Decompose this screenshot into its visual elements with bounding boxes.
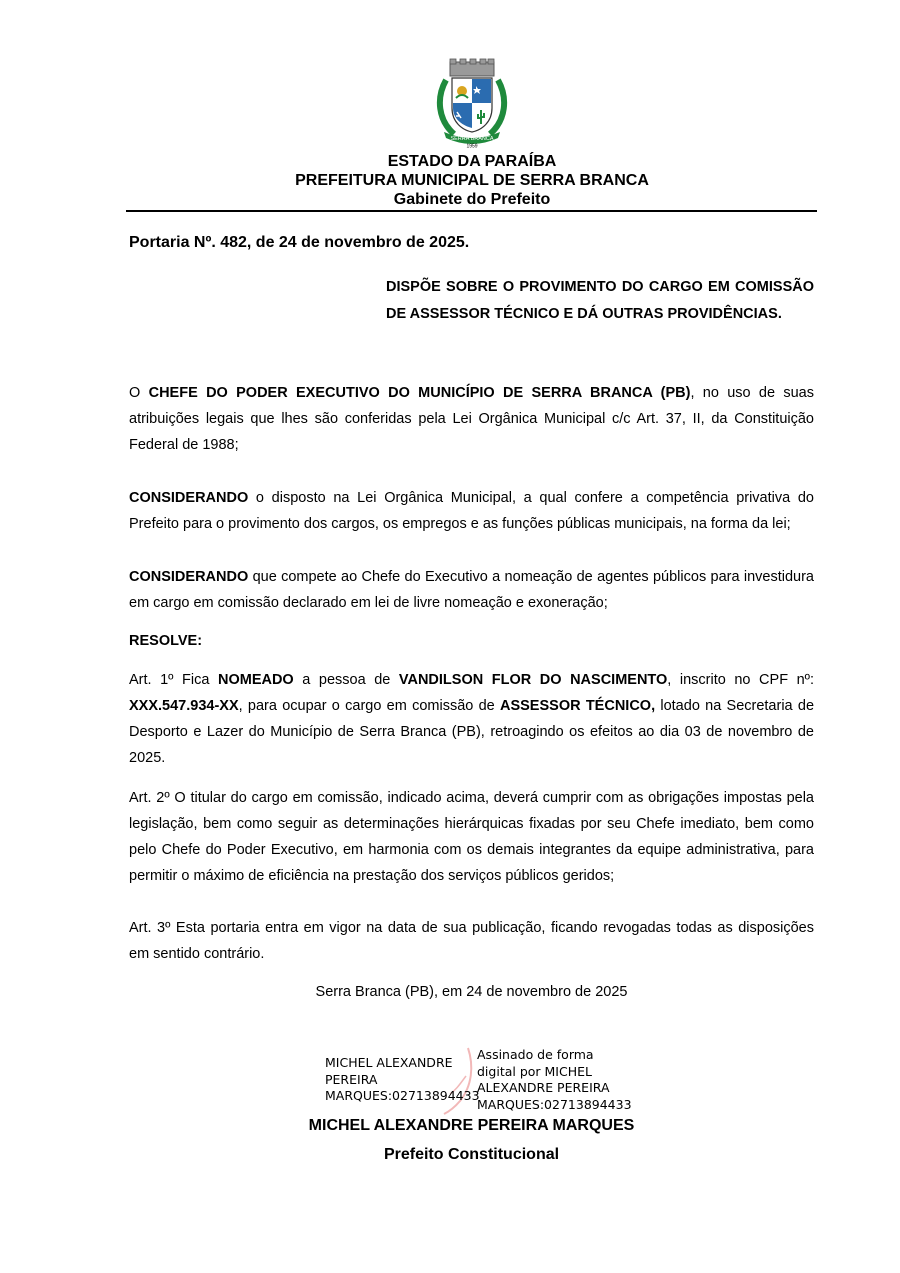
preamble-text: , no uso de suas atribuições legais que lhes são conferidas pela Lei Orgânica Municipal c/c Art. 37, II, da Constituição Federal de 1988; — [129, 385, 814, 453]
article-3: Art. 3º Esta portaria entra em vigor na data de sua publicação, ficando revogadas todas as disposições em sentido contrário. — [129, 920, 814, 962]
sig-left-line-3: MARQUES:02713894433 — [325, 1088, 480, 1103]
municipal-crest-logo — [436, 58, 508, 148]
art1-nomeado: NOMEADO — [217, 672, 294, 688]
preamble-lead: O — [129, 385, 149, 401]
art1-cpf: XXX.547.934-XX — [129, 698, 239, 714]
art1-text-1: Art. 1º Fica — [129, 672, 218, 688]
header-divider — [126, 210, 817, 212]
preamble-paragraph — [129, 380, 814, 458]
sig-left-line-2: PEREIRA — [325, 1071, 378, 1087]
art1-text-4: , para ocupar o cargo em comissão de — [238, 698, 500, 714]
considerando-1 — [129, 485, 814, 537]
resolve-label: RESOLVE: — [129, 633, 203, 649]
digital-signature-stamp — [477, 1047, 632, 1113]
art1-person-name: VANDILSON FLOR DO NASCIMENTO — [398, 672, 668, 688]
signer-name: MICHEL ALEXANDRE PEREIRA MARQUES — [308, 1117, 635, 1134]
article-2: Art. 2º O titular do cargo em comissão, indicado acima, deverá cumprir com as obrigações impostas pela legislação, bem como seguir as determinações hierárquicas fixadas por seu Chefe imediato, bem como pelo Chefe do Poder Executivo, em harmonia com os demais integrantes da equipe administrativa, para permitir o máximo de eficiência na prestação dos serviços públicos geridos; — [129, 790, 814, 884]
resolve-heading — [129, 628, 814, 654]
portaria-title: Portaria Nº. 482, de 24 de novembro de 2025. — [129, 234, 470, 251]
header-state: ESTADO DA PARAÍBA — [387, 153, 557, 170]
crest-year: 1959 — [466, 143, 478, 148]
art1-text-2: a pessoa de — [293, 672, 399, 688]
sig-right-line-1: Assinado de forma — [477, 1047, 594, 1062]
art1-position: ASSESSOR TÉCNICO, — [499, 698, 656, 714]
digital-signature-name — [325, 1055, 480, 1105]
preamble-authority: CHEFE DO PODER EXECUTIVO DO MUNICÍPIO DE SERRA BRANCA (PB) — [148, 385, 691, 401]
sig-right-line-4: MARQUES:02713894433 — [477, 1096, 632, 1112]
header-prefecture: PREFEITURA MUNICIPAL DE SERRA BRANCA — [295, 172, 649, 189]
place-date: Serra Branca (PB), em 24 de novembro de 2025 — [315, 984, 628, 1000]
signer-role: Prefeito Constitucional — [383, 1146, 560, 1163]
considerando-1-text: o disposto na Lei Orgânica Municipal, a qual confere a competência privativa do Prefeito para o provimento dos cargos, os empregos e as funções públicas municipais, na forma da lei; — [129, 490, 814, 532]
considerando-2-label: CONSIDERANDO — [129, 569, 249, 585]
article-1 — [129, 667, 814, 771]
art1-text-5: lotado na Secretaria de Desporto e Lazer do Município de Serra Branca (PB), retroagindo os efeitos ao dia 03 de novembro de 2025. — [129, 698, 815, 766]
sig-right-line-3: ALEXANDRE PEREIRA — [477, 1080, 610, 1095]
considerando-2-text: que compete ao Chefe do Executivo a nomeação de agentes públicos para investidura em cargo em comissão declarado em lei de livre nomeação e exoneração; — [129, 569, 814, 611]
sig-right-line-2: digital por MICHEL — [477, 1063, 592, 1079]
art1-text-3: , inscrito no CPF nº: — [667, 672, 814, 688]
considerando-1-label: CONSIDERANDO — [129, 490, 249, 506]
crest-banner-text: SERRA BRANCA — [450, 136, 494, 142]
considerando-2 — [129, 564, 814, 616]
sig-left-line-1: MICHEL ALEXANDRE — [325, 1055, 453, 1070]
header-office: Gabinete do Prefeito — [393, 191, 551, 208]
document-header — [127, 152, 817, 209]
ementa: DISPÕE SOBRE O PROVIMENTO DO CARGO EM COMISSÃO DE ASSESSOR TÉCNICO E DÁ OUTRAS PROVIDÊNCIAS. — [386, 279, 814, 322]
